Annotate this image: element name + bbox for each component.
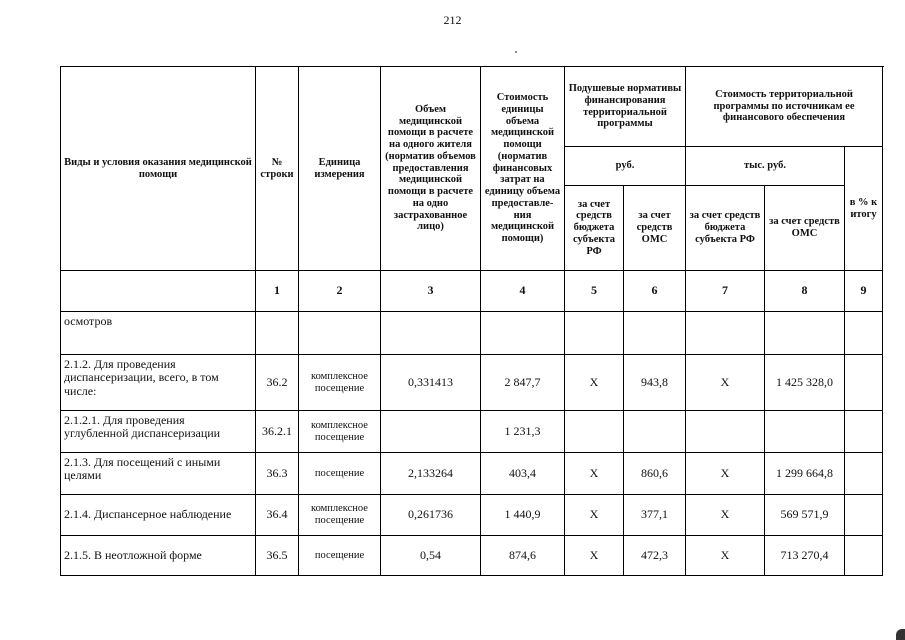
cell-percent: [845, 411, 883, 453]
cell-percent: [845, 312, 883, 355]
cell-cost: 874,6: [481, 536, 565, 576]
header-oms-thous: за счет средств ОМС: [765, 186, 845, 271]
cell-kind: 2.1.3. Для посещений с иными целями: [61, 453, 256, 495]
cell-volume: 0,54: [381, 536, 481, 576]
cell-kind: 2.1.4. Диспансерное наблюдение: [61, 495, 256, 536]
table-row: [61, 453, 883, 495]
cell-cost: 1 440,9: [481, 495, 565, 536]
cell-row-no: 36.2.1: [256, 411, 299, 453]
cell-oms-rub: [624, 411, 686, 453]
cell-kind: 2.1.2.1. Для проведения углубленной диспансеризации: [61, 411, 256, 453]
cell-unit: комплексное посещение: [299, 411, 381, 453]
cell-budget-thous: X: [686, 355, 765, 411]
cell-kind: 2.1.5. В неотложной форме: [61, 536, 256, 576]
cell-volume: [381, 312, 481, 355]
table-row: [61, 495, 883, 536]
cell-budget-rub: X: [565, 495, 624, 536]
cell-kind: 2.1.2. Для проведения диспансеризации, всего, в том числе:: [61, 355, 256, 411]
cell-budget-thous: [686, 411, 765, 453]
cell-budget-thous: [686, 312, 765, 355]
cell-percent: [845, 536, 883, 576]
page-number: 212: [443, 13, 462, 27]
cell-budget-rub: X: [565, 355, 624, 411]
cell-unit: комплексное посещение: [299, 355, 381, 411]
cell-percent: [845, 495, 883, 536]
column-number-row: [61, 271, 883, 312]
cell-oms-thous: 1 299 664,8: [765, 453, 845, 495]
table-row: [61, 312, 883, 355]
cell-budget-rub: [565, 411, 624, 453]
header-unit: Единица измерения: [299, 67, 381, 271]
column-number: 2: [299, 271, 381, 312]
cell-kind: осмотров: [61, 312, 256, 355]
header-kind: Виды и условия оказания медицинской помощи: [61, 67, 256, 271]
header-percent: в % к итогу: [845, 147, 883, 271]
cell-percent: [845, 355, 883, 411]
cell-row-no: [256, 312, 299, 355]
table-row: [61, 536, 883, 576]
column-number: 6: [624, 271, 686, 312]
financing-table: [60, 66, 883, 576]
cell-budget-rub: X: [565, 536, 624, 576]
header-thous-rub: тыс. руб.: [686, 147, 845, 186]
header-budget-thous: за счет средств бюджета субъекта РФ: [686, 186, 765, 271]
header-oms-rub: за счет средств ОМС: [624, 186, 686, 271]
cell-oms-rub: 472,3: [624, 536, 686, 576]
cell-cost: 2 847,7: [481, 355, 565, 411]
cell-volume: 2,133264: [381, 453, 481, 495]
cell-budget-rub: [565, 312, 624, 355]
cell-oms-rub: 943,8: [624, 355, 686, 411]
header-row-1: [61, 67, 883, 147]
table-row: [61, 411, 883, 453]
header-cost: Стоимость единицы объема медицинской помощи (норматив финансовых затрат на единицу объема предоставле-ния медицинской помощи): [481, 67, 565, 271]
cell-cost: [481, 312, 565, 355]
cell-unit: посещение: [299, 453, 381, 495]
cell-unit: посещение: [299, 536, 381, 576]
column-number: 9: [845, 271, 883, 312]
cell-cost: 403,4: [481, 453, 565, 495]
column-number: [61, 271, 256, 312]
column-number: 5: [565, 271, 624, 312]
cell-row-no: 36.3: [256, 453, 299, 495]
header-budget-rub: за счет средств бюджета субъекта РФ: [565, 186, 624, 271]
cell-oms-thous: 713 270,4: [765, 536, 845, 576]
header-rub: руб.: [565, 147, 686, 186]
edge-mark: [896, 629, 905, 640]
header-volume: Объем медицинской помощи в расчете на одного жителя (норматив объемов предоставления медицинской помощи в расчете на одно застрахованное лицо): [381, 67, 481, 271]
column-number: 3: [381, 271, 481, 312]
header-percapita: Подушевые нормативы финансирования территориальной программы: [565, 67, 686, 147]
table-row: [61, 355, 883, 411]
cell-oms-rub: [624, 312, 686, 355]
cell-budget-rub: X: [565, 453, 624, 495]
cell-unit: комплексное посещение: [299, 495, 381, 536]
cell-oms-thous: [765, 312, 845, 355]
column-number: 8: [765, 271, 845, 312]
cell-oms-rub: 860,6: [624, 453, 686, 495]
cell-oms-thous: [765, 411, 845, 453]
cell-volume: 0,331413: [381, 355, 481, 411]
cell-volume: [381, 411, 481, 453]
cell-oms-thous: 569 571,9: [765, 495, 845, 536]
scan-dot: [515, 51, 517, 53]
cell-budget-thous: X: [686, 453, 765, 495]
column-number: 1: [256, 271, 299, 312]
cell-row-no: 36.2: [256, 355, 299, 411]
cell-row-no: 36.5: [256, 536, 299, 576]
cell-percent: [845, 453, 883, 495]
column-number: 7: [686, 271, 765, 312]
cell-oms-thous: 1 425 328,0: [765, 355, 845, 411]
cell-budget-thous: X: [686, 495, 765, 536]
cell-volume: 0,261736: [381, 495, 481, 536]
cell-oms-rub: 377,1: [624, 495, 686, 536]
cell-cost: 1 231,3: [481, 411, 565, 453]
cell-row-no: 36.4: [256, 495, 299, 536]
header-territorial: Стоимость территориальной программы по источникам ее финансового обеспечения: [686, 67, 883, 147]
cell-budget-thous: X: [686, 536, 765, 576]
cell-unit: [299, 312, 381, 355]
header-row-no: № строки: [256, 67, 299, 271]
column-number: 4: [481, 271, 565, 312]
